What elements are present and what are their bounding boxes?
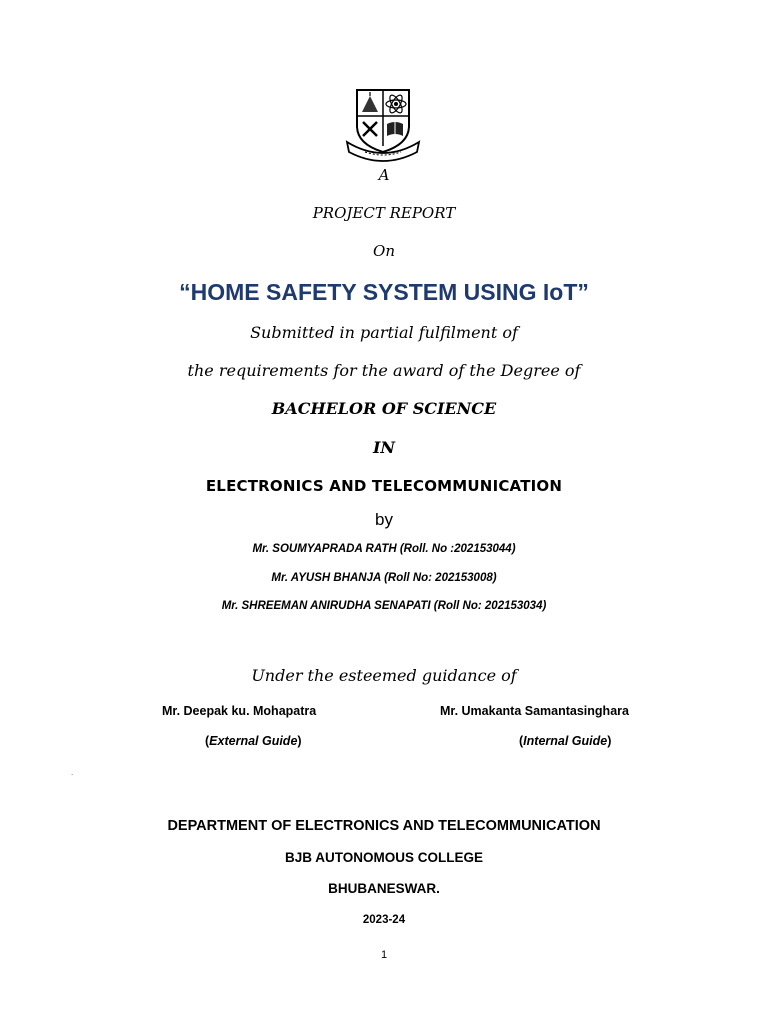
report-article: A <box>378 166 390 184</box>
branch-name: ELECTRONICS AND TELECOMMUNICATION <box>205 477 563 495</box>
open-paren: ( <box>519 734 524 748</box>
open-paren: ( <box>205 734 210 748</box>
report-type: PROJECT REPORT <box>312 204 456 222</box>
external-guide-role: External Guide <box>209 734 298 748</box>
by-label: by <box>375 510 393 529</box>
internal-guide-role-line <box>519 734 611 748</box>
department-name: DEPARTMENT OF ELECTRONICS AND TELECOMMUNICATION <box>167 818 601 834</box>
internal-guide-role: Internal Guide <box>523 734 608 748</box>
student-1: Mr. SOUMYAPRADA RATH (Roll. No :202153044) <box>252 543 516 555</box>
page-number: 1 <box>380 949 388 961</box>
report-on: On <box>373 242 395 260</box>
submission-line-2: the requirements for the award of the Degree of <box>187 361 581 380</box>
college-crest-icon <box>343 86 423 162</box>
guidance-intro: Under the esteemed guidance of <box>251 666 517 685</box>
close-paren: ) <box>297 734 302 748</box>
internal-guide-name: Mr. Umakanta Samantasinghara <box>440 704 629 718</box>
close-paren: ) <box>607 734 612 748</box>
academic-year: 2023-24 <box>362 914 406 926</box>
external-guide-role-line <box>205 734 302 748</box>
city-name: BHUBANESWAR. <box>328 881 440 896</box>
degree-in: IN <box>372 438 396 457</box>
stray-mark: . <box>71 768 74 777</box>
submission-line-1: Submitted in partial fulfilment of <box>250 323 518 342</box>
college-name: BJB AUTONOMOUS COLLEGE <box>284 850 483 865</box>
student-2: Mr. AYUSH BHANJA (Roll No: 202153008) <box>271 572 497 584</box>
degree-name: BACHELOR OF SCIENCE <box>271 399 497 418</box>
project-title: “HOME SAFETY SYSTEM USING IoT” <box>179 279 589 305</box>
external-guide-name: Mr. Deepak ku. Mohapatra <box>162 704 317 718</box>
student-3: Mr. SHREEMAN ANIRUDHA SENAPATI (Roll No: 202153034) <box>221 600 547 612</box>
